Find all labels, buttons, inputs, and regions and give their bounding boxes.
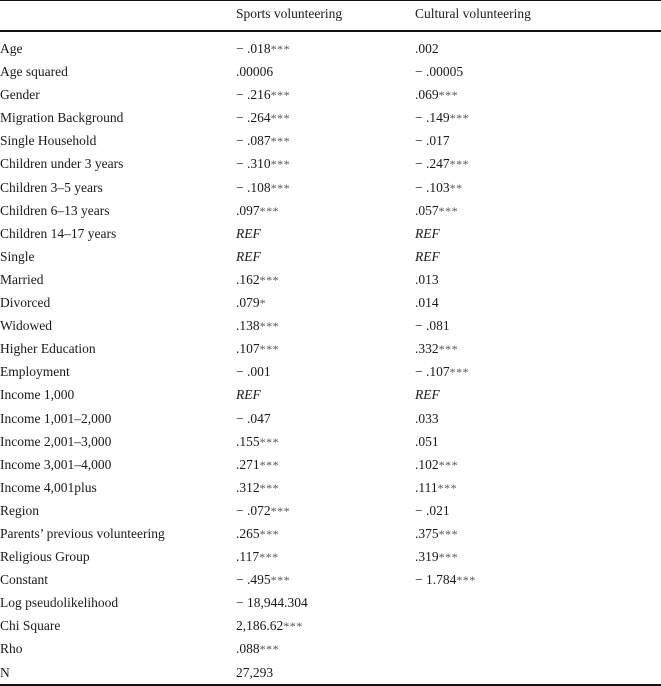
- sports-significance: ***: [270, 42, 291, 56]
- sports-value: .088: [236, 641, 260, 657]
- sports-significance: ***: [259, 434, 280, 449]
- sports-value: .265: [236, 525, 260, 541]
- sports-coefficient: [236, 62, 273, 82]
- cultural-value: .319: [415, 549, 439, 565]
- table-row: [0, 524, 661, 547]
- cultural-significance: ***: [438, 550, 459, 565]
- sports-value: − 18,944.304: [236, 595, 308, 611]
- cultural-value: .069: [415, 87, 439, 103]
- sports-coefficient: [236, 247, 261, 267]
- cultural-significance: ***: [438, 526, 459, 541]
- table-row: [0, 455, 661, 478]
- table-header: [0, 6, 661, 26]
- row-label: Rho: [0, 641, 23, 657]
- sports-value: REF: [236, 225, 261, 241]
- cultural-coefficient: [415, 108, 469, 128]
- sports-significance: ***: [270, 157, 291, 172]
- cultural-value: − .081: [415, 318, 450, 334]
- sports-value: .107: [236, 341, 260, 357]
- sports-value: REF: [236, 387, 261, 403]
- cultural-value: .014: [415, 295, 439, 311]
- cultural-significance: ***: [449, 157, 470, 172]
- table-row: [0, 339, 661, 362]
- cultural-coefficient: [415, 224, 440, 244]
- row-label: Single Household: [0, 133, 97, 149]
- sports-coefficient: [236, 201, 279, 221]
- table-body: [0, 39, 661, 686]
- cultural-significance: ***: [437, 480, 458, 495]
- sports-coefficient: [236, 478, 279, 498]
- cultural-coefficient: [415, 385, 440, 405]
- table-row: [0, 616, 661, 639]
- row-label: Children 3–5 years: [0, 179, 103, 195]
- row-label: Gender: [0, 87, 40, 103]
- row-label: N: [0, 664, 10, 680]
- column-header-sports: Sports volunteering: [236, 6, 343, 21]
- sports-coefficient: [236, 501, 290, 521]
- sports-value: − .047: [236, 410, 271, 426]
- cultural-coefficient: [415, 339, 458, 359]
- column-header-cultural: Cultural volunteering: [415, 6, 531, 21]
- sports-significance: ***: [259, 642, 280, 657]
- cultural-value: .033: [415, 410, 439, 426]
- sports-significance: ***: [259, 550, 279, 565]
- table-row: [0, 385, 661, 408]
- table-row: [0, 501, 661, 524]
- sports-significance: ***: [259, 342, 280, 357]
- table-row: [0, 62, 661, 85]
- cultural-coefficient: [415, 154, 469, 174]
- table-row: [0, 570, 661, 593]
- sports-coefficient: [236, 339, 279, 359]
- sports-significance: ***: [270, 134, 291, 149]
- cultural-value: .332: [415, 341, 439, 357]
- cultural-value: REF: [415, 225, 440, 241]
- sports-significance: ***: [259, 203, 280, 218]
- row-label: Region: [0, 502, 39, 518]
- sports-significance: ***: [270, 88, 291, 103]
- cultural-significance: ***: [449, 111, 470, 126]
- table-row: [0, 362, 661, 385]
- cultural-coefficient: [415, 478, 457, 498]
- row-label: Children under 3 years: [0, 156, 124, 172]
- sports-coefficient: [236, 224, 261, 244]
- row-label: Income 3,001–4,000: [0, 456, 112, 472]
- sports-value: .312: [236, 479, 260, 495]
- sports-coefficient: [236, 108, 290, 128]
- cultural-coefficient: [415, 316, 450, 336]
- sports-coefficient: [236, 432, 279, 452]
- cultural-coefficient: [415, 524, 458, 544]
- sports-coefficient: [236, 639, 279, 659]
- sports-significance: ***: [259, 526, 280, 541]
- table-row: [0, 201, 661, 224]
- sports-coefficient: [236, 39, 290, 59]
- cultural-significance: ***: [438, 457, 459, 472]
- table-row: [0, 108, 661, 131]
- cultural-value: .375: [415, 525, 439, 541]
- table-row: [0, 432, 661, 455]
- row-label: Single: [0, 248, 35, 264]
- sports-coefficient: [236, 178, 290, 198]
- sports-coefficient: [236, 362, 271, 382]
- row-label: Income 1,001–2,000: [0, 410, 112, 426]
- sports-significance: *: [259, 296, 267, 311]
- table-row: [0, 478, 661, 501]
- sports-coefficient: [236, 616, 303, 636]
- table-row: [0, 224, 661, 247]
- sports-significance: ***: [259, 319, 280, 334]
- sports-value: − .001: [236, 364, 271, 380]
- cultural-coefficient: [415, 201, 458, 221]
- sports-value: 27,293: [236, 664, 274, 680]
- table-row: [0, 293, 661, 316]
- table-row: [0, 85, 661, 108]
- table-row: [0, 663, 661, 686]
- row-label: Divorced: [0, 295, 51, 311]
- sports-coefficient: [236, 524, 279, 544]
- sports-value: − .018: [236, 41, 271, 56]
- cultural-value: − .107: [415, 364, 450, 380]
- sports-value: − .216: [236, 87, 271, 103]
- sports-significance: ***: [259, 457, 280, 472]
- sports-value: − .310: [236, 156, 271, 172]
- row-label: Income 4,001plus: [0, 479, 97, 495]
- cultural-value: − .00005: [415, 64, 464, 80]
- cultural-coefficient: [415, 270, 439, 290]
- row-label: Log pseudolikelihood: [0, 595, 119, 611]
- row-label: Chi Square: [0, 618, 61, 634]
- sports-coefficient: [236, 85, 290, 105]
- table-row: [0, 316, 661, 339]
- sports-coefficient: [236, 270, 279, 290]
- row-label: Married: [0, 271, 44, 287]
- sports-significance: ***: [259, 272, 280, 287]
- sports-coefficient: [236, 455, 279, 475]
- cultural-value: .111: [415, 479, 438, 495]
- cultural-value: − .149: [415, 110, 450, 126]
- cultural-value: .102: [415, 456, 439, 472]
- row-label: Income 1,000: [0, 387, 75, 403]
- cultural-value: − .017: [415, 133, 450, 149]
- cultural-coefficient: [415, 501, 450, 521]
- sports-value: − .072: [236, 502, 271, 518]
- sports-value: .271: [236, 456, 260, 472]
- cultural-coefficient: [415, 247, 440, 267]
- cultural-coefficient: [415, 362, 469, 382]
- cultural-coefficient: [415, 570, 476, 590]
- sports-coefficient: [236, 593, 308, 613]
- table-row: [0, 131, 661, 154]
- cultural-significance: **: [449, 180, 463, 195]
- row-label: Religious Group: [0, 549, 90, 565]
- cultural-value: .051: [415, 433, 439, 449]
- sports-coefficient: [236, 131, 290, 151]
- row-label: Widowed: [0, 318, 52, 334]
- cultural-coefficient: [415, 547, 458, 567]
- sports-value: .138: [236, 318, 260, 334]
- sports-coefficient: [236, 385, 261, 405]
- sports-value: − .264: [236, 110, 271, 126]
- sports-significance: ***: [259, 480, 280, 495]
- sports-value: − .108: [236, 179, 271, 195]
- sports-coefficient: [236, 316, 279, 336]
- cultural-coefficient: [415, 455, 458, 475]
- sports-coefficient: [236, 293, 266, 313]
- sports-significance: ***: [270, 111, 291, 126]
- cultural-coefficient: [415, 62, 463, 82]
- row-label: Constant: [0, 572, 49, 588]
- cultural-value: .057: [415, 202, 439, 218]
- cultural-coefficient: [415, 178, 463, 198]
- row-label: Income 2,001–3,000: [0, 433, 112, 449]
- table-header-rule: [0, 30, 661, 32]
- row-label: Age: [0, 41, 23, 56]
- table-row: [0, 39, 661, 62]
- row-label: Age squared: [0, 64, 68, 80]
- cultural-value: .002: [415, 41, 439, 56]
- table-row: [0, 639, 661, 662]
- table-row: [0, 178, 661, 201]
- sports-coefficient: [236, 570, 290, 590]
- cultural-value: REF: [415, 248, 440, 264]
- sports-significance: ***: [270, 573, 291, 588]
- row-label: Employment: [0, 364, 70, 380]
- cultural-significance: ***: [438, 88, 459, 103]
- cultural-value: − .247: [415, 156, 450, 172]
- row-label: Parents’ previous volunteering: [0, 525, 165, 541]
- cultural-value: − .021: [415, 502, 450, 518]
- table-row: [0, 593, 661, 616]
- cultural-value: − 1.784: [415, 572, 457, 588]
- table-row: [0, 547, 661, 570]
- sports-value: REF: [236, 248, 261, 264]
- sports-value: − .495: [236, 572, 271, 588]
- cultural-coefficient: [415, 409, 439, 429]
- cultural-value: REF: [415, 387, 440, 403]
- cultural-significance: ***: [456, 573, 476, 588]
- cultural-significance: ***: [438, 203, 459, 218]
- table-top-rule: [0, 0, 661, 1]
- table-row: [0, 247, 661, 270]
- cultural-coefficient: [415, 39, 439, 59]
- cultural-significance: ***: [449, 365, 470, 380]
- sports-value: − .087: [236, 133, 271, 149]
- sports-significance: ***: [270, 503, 291, 518]
- cultural-coefficient: [415, 131, 450, 151]
- table-row: [0, 154, 661, 177]
- sports-value: .117: [236, 549, 260, 565]
- sports-coefficient: [236, 663, 273, 683]
- cultural-coefficient: [415, 293, 439, 313]
- cultural-value: − .103: [415, 179, 450, 195]
- sports-value: 2,186.62: [236, 618, 284, 634]
- row-label: Children 6–13 years: [0, 202, 110, 218]
- sports-coefficient: [236, 409, 271, 429]
- cultural-coefficient: [415, 85, 458, 105]
- sports-coefficient: [236, 547, 279, 567]
- sports-coefficient: [236, 154, 290, 174]
- sports-value: .162: [236, 271, 260, 287]
- row-label: Migration Background: [0, 110, 124, 126]
- sports-value: .155: [236, 433, 260, 449]
- table-row: [0, 270, 661, 293]
- cultural-value: .013: [415, 271, 439, 287]
- sports-value: .097: [236, 202, 260, 218]
- sports-significance: ***: [270, 180, 291, 195]
- cultural-coefficient: [415, 432, 439, 452]
- row-label: Higher Education: [0, 341, 96, 357]
- table-row: [0, 409, 661, 432]
- row-label: Children 14–17 years: [0, 225, 117, 241]
- sports-value: .00006: [236, 64, 274, 80]
- sports-significance: ***: [283, 619, 303, 634]
- sports-value: .079: [236, 295, 260, 311]
- cultural-significance: ***: [438, 342, 459, 357]
